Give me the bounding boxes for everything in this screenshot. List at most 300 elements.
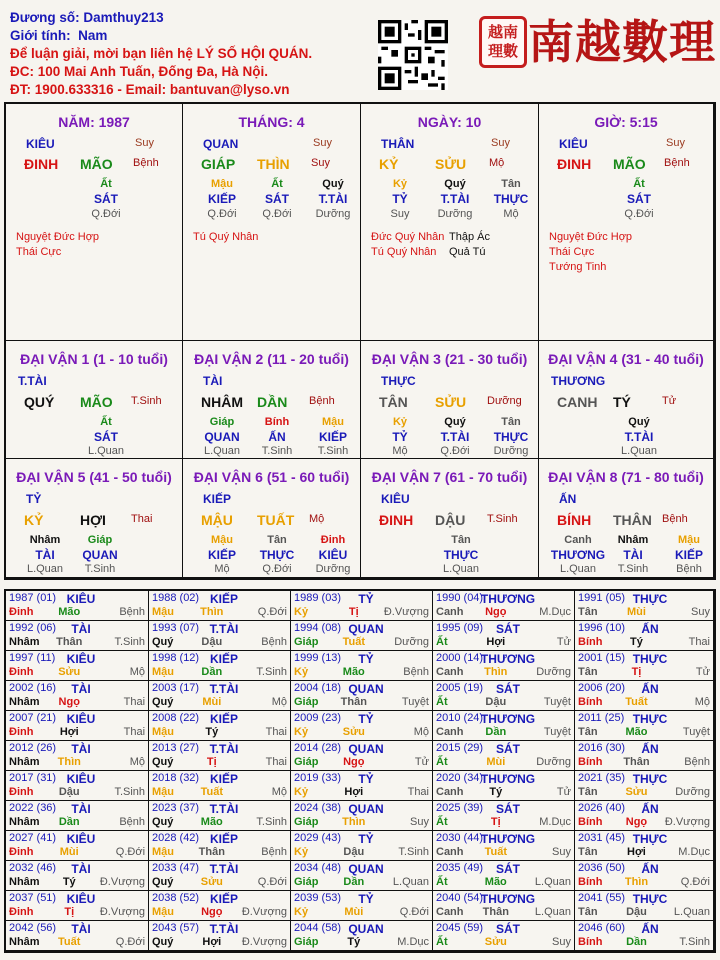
pillar-cell <box>183 104 361 341</box>
luck-hidden-status: L.Quan <box>87 445 125 457</box>
year-cell: 2007 (21) KIÊU Đinh Hợi Thai <box>6 711 149 741</box>
year-branch: Tuất <box>625 696 648 708</box>
luck-hidden-god: QUAN <box>204 430 240 444</box>
year-stem: Nhâm <box>9 756 40 768</box>
year-stem: Quý <box>152 816 174 828</box>
year-stage: Bệnh <box>261 846 287 858</box>
year-label: 2027 (41) <box>9 832 57 844</box>
owner-label: Đương số: <box>10 10 80 25</box>
luck-cell <box>539 341 714 459</box>
year-stem: Mậu <box>152 846 174 858</box>
year-stem: Canh <box>436 606 464 618</box>
star-item-bad: Quả Tú <box>449 246 486 258</box>
year-branch: Tị <box>631 666 642 678</box>
year-stem: Canh <box>436 726 464 738</box>
year-cell: 2024 (38) QUAN Giáp Thìn Suy <box>291 801 433 831</box>
year-cell: 2016 (30) ẤN Bính Thân Bệnh <box>575 741 714 771</box>
year-stem: Ất <box>436 816 448 828</box>
luck-stem: ĐINH <box>379 512 414 528</box>
year-cell: 2036 (50) ẤN Bính Thìn Q.Đới <box>575 861 714 891</box>
year-label: 2016 (30) <box>578 742 626 754</box>
year-branch: Ngọ <box>201 906 223 918</box>
year-branch: Tuất <box>484 846 507 858</box>
luck-stem: TÂN <box>379 394 408 410</box>
luck-title: ĐẠI VẬN 4 (31 - 40 tuổi) <box>548 351 704 367</box>
year-pillar-row <box>578 786 710 798</box>
year-branch: Sửu <box>625 786 648 798</box>
hidden-stem: Quý <box>444 178 466 190</box>
year-label: 2038 (52) <box>152 892 200 904</box>
year-stage: Đ.Vượng <box>99 876 146 888</box>
header-info <box>10 9 312 99</box>
year-pillar-row <box>294 606 429 618</box>
luck-hidden-god: KIẾP <box>674 548 703 562</box>
year-label: 2017 (31) <box>9 772 57 784</box>
luck-hidden-stem: Giáp <box>209 416 235 428</box>
year-label: 2013 (27) <box>152 742 200 754</box>
year-pillar-row <box>294 846 429 858</box>
year-branch: Sửu <box>484 936 507 948</box>
year-stem: Tân <box>578 906 598 918</box>
year-stage: Q.Đới <box>257 876 287 888</box>
luck-hidden-status: Q.Đới <box>440 445 470 457</box>
year-stage: Bệnh <box>261 636 287 648</box>
year-branch: Thân <box>623 756 650 768</box>
brand-logo: 南越數理 <box>528 15 716 69</box>
year-stem: Canh <box>436 786 464 798</box>
year-stage: Tuyệt <box>543 726 571 738</box>
year-label: 2023 (37) <box>152 802 200 814</box>
year-stem: Tân <box>578 846 598 858</box>
pillar-stem: KỶ <box>379 156 399 172</box>
year-stage: T.Sinh <box>679 936 710 948</box>
year-stage: Mộ <box>413 726 429 738</box>
year-branch: Tý <box>205 726 219 738</box>
year-cell: 2033 (47) T.TÀI Quý Sửu Q.Đới <box>149 861 291 891</box>
year-cell: 2022 (36) TÀI Nhâm Dần Bệnh <box>6 801 149 831</box>
year-pillar-row <box>436 636 571 648</box>
year-stem: Tân <box>578 726 598 738</box>
year-cell: 2003 (17) T.TÀI Quý Mùi Mộ <box>149 681 291 711</box>
pillar-cell <box>361 104 539 341</box>
year-branch: Sửu <box>58 666 81 678</box>
year-label: 1993 (07) <box>152 622 200 634</box>
year-cell: 1995 (09) SÁT Ất Hợi Tử <box>433 621 575 651</box>
star-item: Nguyệt Đức Hợp <box>549 231 633 243</box>
hidden-status: Q.Đới <box>207 208 237 220</box>
year-stem: Giáp <box>294 636 319 648</box>
year-stage: Đ.Vượng <box>241 936 287 948</box>
luck-hidden-stem: Kỷ <box>392 416 408 428</box>
year-pillar-row <box>294 906 429 918</box>
year-stage: M.Dục <box>539 606 571 618</box>
luck-stem: KỶ <box>24 512 44 528</box>
year-branch: Dậu <box>626 906 647 918</box>
year-stage: Mộ <box>271 696 287 708</box>
qr-code-icon <box>378 20 448 90</box>
luck-hidden-status: Bệnh <box>676 563 702 575</box>
luck-hidden-god: TÀI <box>623 548 643 562</box>
luck-hidden-status: T.Sinh <box>84 563 116 575</box>
year-cell: 2001 (15) THỰC Tân Tị Tử <box>575 651 714 681</box>
year-branch: Dậu <box>58 786 80 798</box>
luck-branch: DẬU <box>435 512 466 528</box>
year-stem: Quý <box>152 696 174 708</box>
year-pillar-row <box>436 846 571 858</box>
owner-name: Damthuy213 <box>83 10 164 25</box>
year-stem: Quý <box>152 636 174 648</box>
year-stage: L.Quan <box>673 906 710 918</box>
year-stem: Bính <box>578 816 603 828</box>
year-pillar-row <box>152 756 287 768</box>
year-stem: Bính <box>578 936 603 948</box>
year-stage: Đ.Vượng <box>241 906 287 918</box>
year-branch: Hợi <box>202 936 222 948</box>
pillar-stem: ĐINH <box>24 156 59 172</box>
year-stage: Thai <box>688 636 710 648</box>
year-pillar-row <box>152 936 287 948</box>
year-stem: Bính <box>578 636 603 648</box>
year-stage: L.Quan <box>534 876 571 888</box>
year-label: 2043 (57) <box>152 922 200 934</box>
year-label: 2042 (56) <box>9 922 57 934</box>
luck-hidden-stem: Mậu <box>322 416 344 428</box>
year-stem: Đinh <box>9 726 34 738</box>
luck-branch: DẦN <box>257 394 288 410</box>
luck-hidden-status: Mộ <box>392 445 408 457</box>
year-cell: 2012 (26) TÀI Nhâm Thìn Mộ <box>6 741 149 771</box>
year-pillar-row <box>578 756 710 768</box>
star-item: Nguyệt Đức Hợp <box>16 231 100 243</box>
year-cell: 2044 (58) QUAN Giáp Tý M.Dục <box>291 921 433 951</box>
year-stage: Mộ <box>129 756 146 768</box>
year-cell: 2040 (54) THƯƠNG Canh Thân L.Quan <box>433 891 575 921</box>
year-pillar-row <box>578 816 710 828</box>
year-label: 1997 (11) <box>9 652 56 664</box>
pillar-god: QUAN <box>203 137 239 151</box>
hidden-god: TỶ <box>392 192 408 206</box>
year-cell: 2018 (32) KIẾP Mậu Tuất Mộ <box>149 771 291 801</box>
year-pillar-row <box>578 936 710 948</box>
year-label: 1998 (12) <box>152 652 200 664</box>
year-branch: Tuất <box>58 936 81 948</box>
pillar-branch: MÃO <box>613 156 646 172</box>
hidden-stem: Ất <box>633 178 645 190</box>
year-cell: 2021 (35) THỰC Tân Sửu Dưỡng <box>575 771 714 801</box>
year-pillar-row <box>294 936 429 948</box>
year-stem: Giáp <box>294 696 319 708</box>
gender-value: Nam <box>78 28 108 43</box>
year-stem: Tân <box>578 606 598 618</box>
year-label: 2019 (33) <box>294 772 342 784</box>
year-stem: Quý <box>152 756 174 768</box>
year-pillar-row <box>9 696 145 708</box>
luck-hidden-god: THỰC <box>443 548 479 562</box>
year-pillar-row <box>436 726 571 738</box>
year-pillar-row <box>436 816 571 828</box>
year-stem: Kỷ <box>294 726 309 738</box>
year-stage: Dưỡng <box>675 786 710 798</box>
year-branch: Thìn <box>200 606 224 618</box>
luck-title: ĐẠI VẬN 1 (1 - 10 tuổi) <box>20 351 168 367</box>
luck-hidden-god: SÁT <box>94 430 118 444</box>
year-pillar-row <box>578 606 710 618</box>
year-stem: Kỷ <box>294 846 309 858</box>
luck-cell <box>539 459 714 578</box>
luck-hidden-stem: Quý <box>628 416 650 428</box>
year-cell: 2026 (40) ẤN Bính Ngọ Đ.Vượng <box>575 801 714 831</box>
luck-hidden-stem: Tân <box>501 416 521 428</box>
year-label: 2018 (32) <box>152 772 200 784</box>
year-pillar-row <box>152 696 287 708</box>
year-pillar-row <box>294 726 429 738</box>
luck-god: ẤN <box>559 492 577 506</box>
year-cell: 1993 (07) T.TÀI Quý Dậu Bệnh <box>149 621 291 651</box>
year-stem: Tân <box>578 666 598 678</box>
luck-hidden-status: Dưỡng <box>315 563 351 575</box>
pillar-branch: SỬU <box>435 156 467 172</box>
year-branch: Thìn <box>57 756 81 768</box>
year-label: 2012 (26) <box>9 742 57 754</box>
year-pillar-row <box>152 906 287 918</box>
year-branch: Ngọ <box>58 696 80 708</box>
luck-hidden-status: Q.Đới <box>262 563 292 575</box>
year-stem: Mậu <box>152 786 174 798</box>
year-pillar-row <box>152 786 287 798</box>
year-pillar-row <box>294 876 429 888</box>
year-pillar-row <box>152 606 287 618</box>
hidden-stem: Quý <box>322 178 344 190</box>
year-label: 2041 (55) <box>578 892 626 904</box>
year-cell: 2031 (45) THỰC Tân Hợi M.Dục <box>575 831 714 861</box>
year-branch: Sửu <box>342 726 365 738</box>
luck-hidden-status: Dưỡng <box>493 445 529 457</box>
luck-hidden-status: L.Quan <box>26 563 64 575</box>
year-cell: 2025 (39) SÁT Ất Tị M.Dục <box>433 801 575 831</box>
year-label: 2009 (23) <box>294 712 342 724</box>
luck-hidden-god: KIÊU <box>318 548 348 562</box>
year-stem: Đinh <box>9 666 34 678</box>
year-label: 2025 (39) <box>436 802 484 814</box>
luck-hidden-god: TỶ <box>392 430 408 444</box>
year-stem: Quý <box>152 936 174 948</box>
year-pillar-row <box>294 786 429 798</box>
pillar-stage: Mộ <box>489 157 505 169</box>
luck-cell <box>361 341 539 459</box>
year-pillar-row <box>436 606 571 618</box>
year-stem: Canh <box>436 906 464 918</box>
hidden-stem: Kỷ <box>392 178 408 190</box>
luck-stage: Thai <box>131 513 153 525</box>
year-pillar-row <box>9 786 145 798</box>
year-cell: 2009 (23) TỶ Kỷ Sửu Mộ <box>291 711 433 741</box>
year-branch: Thân <box>482 906 509 918</box>
year-stem: Giáp <box>294 876 319 888</box>
year-cell: 2023 (37) T.TÀI Quý Mão T.Sinh <box>149 801 291 831</box>
year-label: 1989 (03) <box>294 592 342 604</box>
hidden-stem: Tân <box>501 178 521 190</box>
year-stage: M.Dục <box>397 936 429 948</box>
luck-hidden-god: QUAN <box>82 548 118 562</box>
year-stage: Thai <box>265 756 287 768</box>
hidden-stem: Ất <box>271 178 283 190</box>
year-stage: Đ.Vượng <box>383 606 429 618</box>
year-label: 2036 (50) <box>578 862 626 874</box>
year-stage: Suy <box>552 846 571 858</box>
star-item: Tướng Tinh <box>549 261 607 273</box>
year-stem: Đinh <box>9 786 34 798</box>
year-pillar-row <box>436 906 571 918</box>
year-pillar-row <box>578 726 710 738</box>
luck-hidden-stem: Mậu <box>678 534 700 546</box>
luck-hidden-god: T.TÀI <box>440 430 470 444</box>
pillar-branch: MÃO <box>80 156 113 172</box>
luck-cell <box>183 341 361 459</box>
luck-hidden-stem: Ất <box>100 416 112 428</box>
luck-title: ĐẠI VẬN 2 (11 - 20 tuổi) <box>194 351 349 367</box>
year-stem: Mậu <box>152 666 174 678</box>
year-label: 2014 (28) <box>294 742 342 754</box>
year-pillar-row <box>436 696 571 708</box>
year-cell: 2032 (46) TÀI Nhâm Tý Đ.Vượng <box>6 861 149 891</box>
year-stage: Đ.Vượng <box>664 816 710 828</box>
year-label: 2033 (47) <box>152 862 200 874</box>
year-label: 2032 (46) <box>9 862 57 874</box>
year-stem: Mậu <box>152 906 174 918</box>
hidden-status: Mộ <box>503 208 519 220</box>
pillar-branch: THÌN <box>257 156 290 172</box>
year-branch: Thìn <box>484 666 508 678</box>
year-branch: Tị <box>348 606 359 618</box>
luck-title: ĐẠI VẬN 3 (21 - 30 tuổi) <box>371 351 528 367</box>
year-stage: Dưỡng <box>536 756 571 768</box>
year-cell: 1991 (05) THỰC Tân Mùi Suy <box>575 591 714 621</box>
year-stage: Bệnh <box>403 666 429 678</box>
year-stage: Suy <box>410 816 429 828</box>
hidden-god: T.TÀI <box>318 192 348 206</box>
year-stem: Ất <box>436 756 448 768</box>
year-label: 2028 (42) <box>152 832 200 844</box>
luck-hidden-status: L.Quan <box>203 445 241 457</box>
year-label: 2006 (20) <box>578 682 626 694</box>
year-stage: Đ.Vượng <box>99 906 146 918</box>
year-cell: 2013 (27) T.TÀI Quý Tị Thai <box>149 741 291 771</box>
contact-phone-email: ĐT: 1900.633316 - Email: bantuvan@lyso.vn <box>10 82 290 97</box>
luck-branch: THÂN <box>613 512 652 528</box>
year-stage: Q.Đới <box>115 936 146 948</box>
luck-hidden-stem: Canh <box>564 534 592 546</box>
year-stem: Giáp <box>294 756 319 768</box>
year-stem: Canh <box>436 666 464 678</box>
year-cell: 2045 (59) SÁT Ất Sửu Suy <box>433 921 575 951</box>
luck-hidden-god: THỰC <box>493 430 529 444</box>
year-label: 2015 (29) <box>436 742 484 754</box>
year-branch: Tuất <box>342 636 365 648</box>
year-branch: Dậu <box>343 846 365 858</box>
year-branch: Tý <box>62 876 76 888</box>
luck-hidden-status: T.Sinh <box>617 563 649 575</box>
year-branch: Hợi <box>627 846 646 858</box>
year-branch: Tý <box>347 936 361 948</box>
hidden-god: T.TÀI <box>440 192 470 206</box>
year-stage: Q.Đới <box>115 846 146 858</box>
year-branch: Dậu <box>485 696 507 708</box>
year-label: 2021 (35) <box>578 772 626 784</box>
luck-title: ĐẠI VẬN 5 (41 - 50 tuổi) <box>16 469 172 485</box>
pillar-stem: ĐINH <box>557 156 592 172</box>
luck-hidden-status: L.Quan <box>559 563 597 575</box>
year-stage: Dưỡng <box>536 666 571 678</box>
year-pillar-row <box>436 756 571 768</box>
star-item: Thái Cực <box>16 246 62 258</box>
luck-god: T.TÀI <box>18 374 47 388</box>
year-stage: L.Quan <box>534 906 571 918</box>
year-pillar-row <box>9 636 145 648</box>
year-pillar-row <box>152 876 287 888</box>
year-stem: Mậu <box>152 606 174 618</box>
year-cell: 2039 (53) TỶ Kỷ Mùi Q.Đới <box>291 891 433 921</box>
pillar-note: Suy <box>313 137 332 149</box>
year-cell: 2020 (34) THƯƠNG Canh Tý Tử <box>433 771 575 801</box>
year-label: 2045 (59) <box>436 922 484 934</box>
luck-hidden-god: TÀI <box>35 548 55 562</box>
year-branch: Mão <box>625 726 648 738</box>
luck-cell <box>361 459 539 578</box>
pillar-god: KIÊU <box>26 137 55 151</box>
pillar-title: THÁNG: 4 <box>238 114 305 130</box>
year-label: 2046 (60) <box>578 922 626 934</box>
year-stage: T.Sinh <box>256 666 287 678</box>
year-cell: 2035 (49) SÁT Ất Mão L.Quan <box>433 861 575 891</box>
hidden-status: Suy <box>390 208 410 220</box>
year-stage: Mộ <box>271 786 287 798</box>
year-cell: 2014 (28) QUAN Giáp Ngọ Tử <box>291 741 433 771</box>
year-cell: 1994 (08) QUAN Giáp Tuất Dưỡng <box>291 621 433 651</box>
pillar-god: KIÊU <box>559 137 588 151</box>
year-branch: Dần <box>58 816 80 828</box>
year-pillar-row <box>436 936 571 948</box>
luck-stage: Tử <box>662 395 677 407</box>
year-branch: Tý <box>630 636 643 648</box>
year-cell: 1999 (13) TỶ Kỷ Mão Bệnh <box>291 651 433 681</box>
chart-main-table <box>4 102 716 580</box>
year-branch: Tị <box>206 756 217 768</box>
year-stem: Tân <box>578 786 598 798</box>
year-stage: Mộ <box>694 696 710 708</box>
year-pillar-row <box>578 846 710 858</box>
luck-stem: QUÝ <box>24 394 55 410</box>
year-cell: 2006 (20) ẤN Bính Tuất Mộ <box>575 681 714 711</box>
year-label: 2031 (45) <box>578 832 626 844</box>
pillar-title: NGÀY: 10 <box>417 114 482 130</box>
luck-cell <box>183 459 361 578</box>
year-stem: Ất <box>436 876 448 888</box>
year-label: 2030 (44) <box>436 832 484 844</box>
year-pillar-row <box>294 636 429 648</box>
year-label: 2034 (48) <box>294 862 342 874</box>
year-label: 2004 (18) <box>294 682 342 694</box>
luck-hidden-stem: Nhâm <box>29 534 61 546</box>
pillar-stage: Suy <box>311 157 330 169</box>
luck-stage: Bệnh <box>309 395 335 407</box>
year-stage: Tuyệt <box>401 696 429 708</box>
year-pillar-row <box>9 906 145 918</box>
year-stem: Đinh <box>9 906 34 918</box>
luck-stage: Bệnh <box>662 513 688 525</box>
pillar-cell <box>539 104 714 341</box>
luck-god: KIÊU <box>381 492 410 506</box>
year-pillar-row <box>9 756 145 768</box>
